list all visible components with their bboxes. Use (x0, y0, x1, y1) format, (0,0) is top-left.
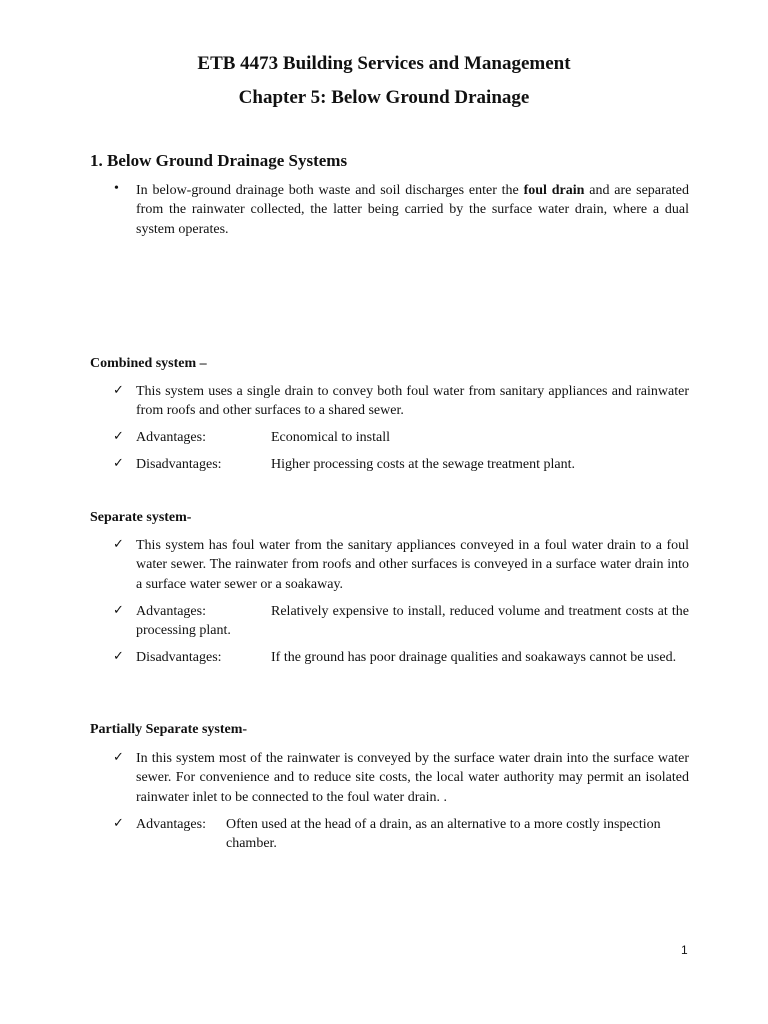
document-title: ETB 4473 Building Services and Management (197, 53, 571, 74)
disadvantages-text: Higher processing costs at the sewage treatment plant. (271, 457, 576, 472)
check-icon: ✓ (113, 456, 124, 471)
partial-advantages-continuation: chamber. (226, 836, 277, 851)
check-icon: ✓ (113, 649, 124, 664)
advantages-label: Advantages: (136, 817, 206, 832)
combined-disadvantages-row (136, 455, 575, 474)
chapter-title: Chapter 5: Below Ground Drainage (238, 87, 530, 108)
disadvantages-label: Disadvantages: (136, 650, 222, 665)
separate-advantages-row (136, 602, 689, 641)
separate-system-heading: Separate system- (90, 510, 192, 525)
page-number: 1 (681, 943, 688, 957)
advantages-label: Advantages: (136, 430, 206, 445)
partial-advantages-row (136, 815, 661, 834)
intro-text-post: and are separated from the rainwater collected, the latter being carried by the surface water drain, where a dual system operates. (136, 183, 689, 237)
partial-system-heading: Partially Separate system- (90, 722, 248, 737)
combined-description: This system uses a single drain to convey both foul water from sanitary appliances and rainwater from roofs and other surfaces to a shared sewer. (136, 384, 689, 419)
separate-disadvantages-row (136, 648, 689, 667)
check-icon: ✓ (113, 537, 124, 552)
combined-advantages-row (136, 428, 390, 447)
disadvantages-text: If the ground has poor drainage qualities and soakaways cannot be used. (271, 650, 677, 665)
disadvantages-label: Disadvantages: (136, 457, 222, 472)
separate-description: This system has foul water from the sanitary appliances conveyed in a foul water drain to a foul water sewer. The rainwater from roofs and other surfaces is conveyed in a surface water drain into a surface water sewer or a soakaway. (136, 538, 689, 592)
intro-text-pre: In below-ground drainage both waste and soil discharges enter the (136, 183, 524, 198)
advantages-text: Often used at the head of a drain, as an alternative to a more costly inspection (226, 817, 661, 832)
intro-text-bold: foul drain (523, 183, 585, 198)
partial-description: In this system most of the rainwater is conveyed by the surface water drain into the surface water sewer. For convenience and to reduce site costs, the local water authority may permit an isolated rainwater inlet to be connected to the foul water drain. . (136, 751, 689, 805)
advantages-label: Advantages: (136, 604, 206, 619)
check-icon: ✓ (113, 603, 124, 618)
intro-paragraph (136, 181, 689, 239)
bullet-point: • (114, 181, 119, 196)
section-heading: 1. Below Ground Drainage Systems (90, 151, 348, 170)
check-icon: ✓ (113, 750, 124, 765)
advantages-text: Economical to install (271, 430, 390, 445)
check-icon: ✓ (113, 429, 124, 444)
combined-system-heading: Combined system – (90, 356, 207, 371)
check-icon: ✓ (113, 816, 124, 831)
advantages-text: Relatively expensive to install, reduced volume and treatment costs at the processing plant. (136, 604, 689, 639)
check-icon: ✓ (113, 383, 124, 398)
